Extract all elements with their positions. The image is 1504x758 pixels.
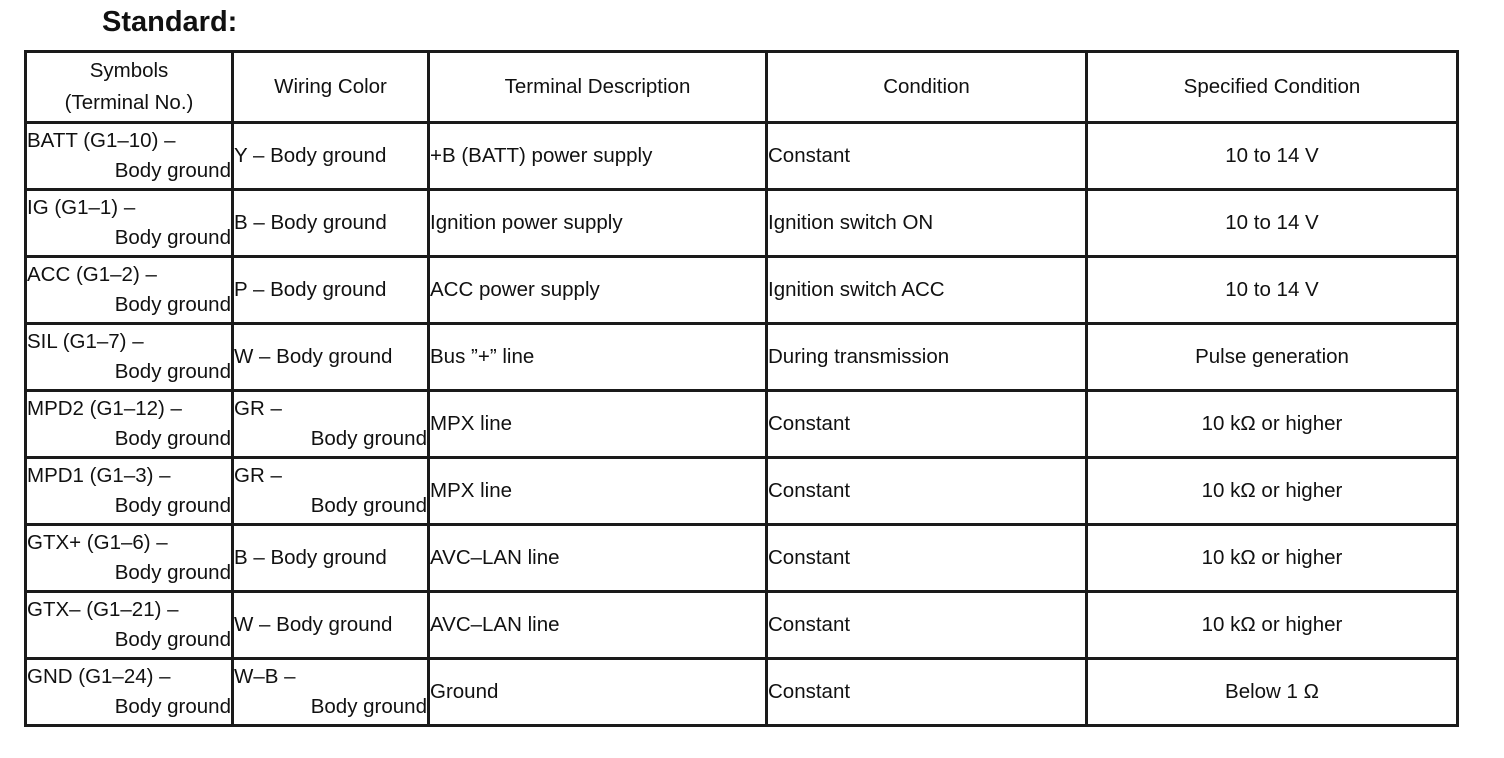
- wiring-color-cell: W – Body ground: [233, 592, 429, 659]
- condition-cell: Ignition switch ACC: [767, 257, 1087, 324]
- symbol-ground: Body ground: [114, 494, 231, 517]
- symbol-terminal: GTX+ (G1–6) –: [27, 531, 168, 554]
- table-row: [26, 458, 1458, 525]
- header-symbols: [26, 52, 233, 123]
- terminal-description-cell: MPX line: [429, 391, 767, 458]
- symbol-cell: [26, 659, 233, 726]
- page-title: Standard:: [102, 6, 238, 38]
- table-row: [26, 592, 1458, 659]
- symbol-ground: Body ground: [114, 293, 231, 316]
- wiring-color-cell: [233, 659, 429, 726]
- specified-condition-cell: 10 to 14 V: [1087, 257, 1458, 324]
- condition-cell: Constant: [767, 391, 1087, 458]
- wiring-color: GR –: [234, 397, 282, 420]
- symbol-ground: Body ground: [114, 360, 231, 383]
- table-row: [26, 257, 1458, 324]
- symbol-ground: Body ground: [114, 226, 231, 249]
- terminal-description-cell: AVC–LAN line: [429, 592, 767, 659]
- table-row: [26, 525, 1458, 592]
- symbol-cell: [26, 458, 233, 525]
- condition-cell: Constant: [767, 659, 1087, 726]
- condition-cell: Constant: [767, 525, 1087, 592]
- terminal-description-cell: Ground: [429, 659, 767, 726]
- wiring-ground: Body ground: [310, 494, 427, 517]
- symbol-cell: [26, 190, 233, 257]
- symbol-cell: [26, 123, 233, 190]
- wiring-color-cell: [233, 391, 429, 458]
- table-row: [26, 324, 1458, 391]
- specified-condition-cell: 10 kΩ or higher: [1087, 525, 1458, 592]
- wiring-color: W–B –: [234, 665, 296, 688]
- wiring-ground: Body ground: [310, 695, 427, 718]
- symbol-terminal: BATT (G1–10) –: [27, 129, 176, 152]
- condition-cell: During transmission: [767, 324, 1087, 391]
- terminal-description-cell: Ignition power supply: [429, 190, 767, 257]
- specified-condition-cell: 10 kΩ or higher: [1087, 592, 1458, 659]
- symbol-cell: [26, 324, 233, 391]
- wiring-ground: Body ground: [310, 427, 427, 450]
- header-specified-condition: Specified Condition: [1087, 52, 1458, 123]
- table-header-row: [26, 52, 1458, 123]
- condition-cell: Ignition switch ON: [767, 190, 1087, 257]
- terminal-description-cell: Bus ”+” line: [429, 324, 767, 391]
- header-condition: Condition: [767, 52, 1087, 123]
- condition-cell: Constant: [767, 592, 1087, 659]
- table-row: [26, 190, 1458, 257]
- symbol-cell: [26, 257, 233, 324]
- header-wiring-color: Wiring Color: [233, 52, 429, 123]
- symbol-terminal: MPD1 (G1–3) –: [27, 464, 171, 487]
- condition-cell: Constant: [767, 458, 1087, 525]
- table-row: [26, 123, 1458, 190]
- wiring-color-cell: Y – Body ground: [233, 123, 429, 190]
- wiring-color-cell: W – Body ground: [233, 324, 429, 391]
- table-row: [26, 659, 1458, 726]
- symbol-ground: Body ground: [114, 695, 231, 718]
- symbol-terminal: GND (G1–24) –: [27, 665, 171, 688]
- specified-condition-cell: Below 1 Ω: [1087, 659, 1458, 726]
- wiring-color-cell: P – Body ground: [233, 257, 429, 324]
- specified-condition-cell: Pulse generation: [1087, 324, 1458, 391]
- symbol-terminal: ACC (G1–2) –: [27, 263, 157, 286]
- symbol-ground: Body ground: [114, 628, 231, 651]
- header-terminal-description: Terminal Description: [429, 52, 767, 123]
- terminal-description-cell: MPX line: [429, 458, 767, 525]
- terminal-description-cell: AVC–LAN line: [429, 525, 767, 592]
- symbol-terminal: SIL (G1–7) –: [27, 330, 144, 353]
- wiring-color-cell: B – Body ground: [233, 190, 429, 257]
- header-symbols-line1: Symbols: [89, 59, 169, 82]
- specified-condition-cell: 10 kΩ or higher: [1087, 391, 1458, 458]
- symbol-cell: [26, 592, 233, 659]
- terminal-description-cell: ACC power supply: [429, 257, 767, 324]
- table-row: [26, 391, 1458, 458]
- symbol-ground: Body ground: [114, 427, 231, 450]
- wiring-color: GR –: [234, 464, 282, 487]
- specified-condition-cell: 10 to 14 V: [1087, 190, 1458, 257]
- symbol-terminal: IG (G1–1) –: [27, 196, 136, 219]
- specified-condition-cell: 10 to 14 V: [1087, 123, 1458, 190]
- header-symbols-line2: (Terminal No.): [64, 91, 194, 114]
- wiring-color-cell: B – Body ground: [233, 525, 429, 592]
- wiring-color-cell: [233, 458, 429, 525]
- terminal-description-cell: +B (BATT) power supply: [429, 123, 767, 190]
- symbol-ground: Body ground: [114, 159, 231, 182]
- specified-condition-cell: 10 kΩ or higher: [1087, 458, 1458, 525]
- symbol-terminal: MPD2 (G1–12) –: [27, 397, 182, 420]
- condition-cell: Constant: [767, 123, 1087, 190]
- terminal-spec-table: [24, 50, 1459, 727]
- symbol-terminal: GTX– (G1–21) –: [27, 598, 179, 621]
- symbol-cell: [26, 391, 233, 458]
- symbol-ground: Body ground: [114, 561, 231, 584]
- symbol-cell: [26, 525, 233, 592]
